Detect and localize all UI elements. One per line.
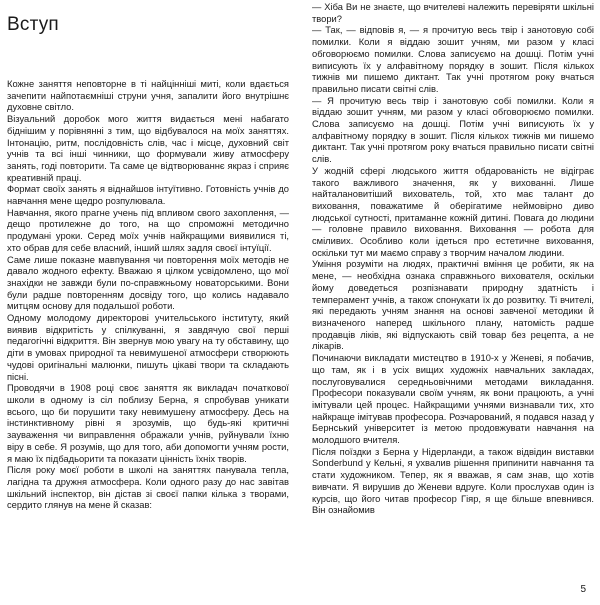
paragraph: Візуальний доробок мого життя видається мені набагато біднішим у порівнянні з тим, що відбувалося на моїх заняттях. Інтонацію, ритм, послідовність слів, час і місце, духовний світ учнів та всі інші чинники, що формували живу атмосферу занять, годі повторити. Та саме це відтворюваннє якраз і сприяє креативній праці. (7, 114, 289, 183)
paragraph: — Так, — відповів я, — я прочитую весь твір і занотовую собі помилки. Коли я віддаю зошит учням, ми разом у класі обговорюємо помилки. Слова записуємо на дошці. Потім учні виписують їх у алфавітному порядку в зошит. Після кількох тижнів ми пишемо диктант. Так учні протягом року вчаться правильно писати світні слів. (312, 25, 594, 94)
paragraph: Починаючи викладати мистецтво в 1910-х у Женеві, я побачив, що там, як і в усіх вищих художніх навчальних закладах, послуговувалися середньовічними методами викладання. Професори показували своїм учням, як вони працюють, а учні імітували цей процес. Найкращими учнями визнавали тих, хто найкраще імітував професора. Розчарований, я подався назад у Бернський університет із метою продовжувати навчання на молодшого вчителя. (312, 353, 594, 446)
paragraph: Саме лише показне мавпування чи повторення моїх методів не давало жодного ефекту. Вважаю я цілком усвідомлено, що мої знахідки не завжди були по-справжньому новаторськими. Вони були радше повторенням досвіду того, що колись надавало митцям основу для подальшої роботи. (7, 254, 289, 312)
paragraph: Кожне заняття неповторне в ті найцінніші миті, коли вдається зачепити найпотаємніші струни учня, запалити його внутрішнє духовне світло. (7, 79, 289, 113)
paragraph: Проводячи в 1908 році своє заняття як викладач початкової школи в одному із сіл поблизу Берна, я спробував уникати всього, що би порушити таку невимушену атмосферу. Десь на інстинктивному рівні я зрозумів, що будь-які критичні зауваження чи виправлення ображали учнів, руйнували їхню віру в себе. Я розумів, що для того, аби допомогти учням рости, я маю їх підбадьорити та показати цінність їхніх творів. (7, 383, 289, 464)
paragraph: Після року моєї роботи в школі на заняттях панувала тепла, лагідна та дружня атмосфера. Коли одного разу до нас завітав шкільний інспектор, він дістав зі своєї папки кілька з творами, сердито глянув на мене й сказав: (7, 465, 289, 511)
left-column (7, 79, 289, 512)
paragraph: Після поїздки з Берна у Нідерланди, а також відвідин виставки Sonderbund у Кельні, я ухвалив рішення припинити навчання та стати художником. Тепер, як я вважав, я сам знав, що хотів вивчати. Я вирушив до Женеви вдруге. Коли прослухав один із курсів, що його читав професор Гіяр, я ще більше впевнився. Він ознайомив (312, 446, 594, 516)
page-number: 5 (580, 584, 586, 595)
paragraph: Одному молодому директорові учительського інституту, який виявив відкритість у спілкуванні, я завдячую свої перші педагогічні відкриття. Він звернув мою увагу на ту обставину, що діти в умовах природної та невимушеної атмосфери створюють чудові оригінальні малюнки, пишуть цікаві твори та складають пісні. (7, 313, 289, 382)
page-title: Вступ (7, 14, 59, 35)
paragraph: Навчання, якого прагне учень під впливом свого захоплення, — дещо протилежне до того, на що спроможні методично продумані уроки. Серед моїх учнів найкращими виявилися ті, хто обрав для себе власний, інший шлях задля своєї інтуїції. (7, 207, 289, 253)
right-column (312, 2, 594, 517)
paragraph: — Хіба Ви не знаєте, що вчителеві належить перевіряти шкільні твори? (312, 2, 594, 24)
paragraph: Уміння розуміти на людях, практичні вміння це робити, як на мене, — необхідна ознака справжнього вихователя, оскільки йому доведеться розпізнавати природну здатність і темперамент учнів, а також спонукати їх до розвитку. Ті вчителі, які передають учням знання на основі завченої методики й визначеного наперед шкільного плану, натомість радше продавців ліків, які відпускають свій товар без рецепта, а не лікарів. (312, 259, 594, 352)
paragraph: Формат своїх занять я віднайшов інтуїтивно. Готовність учнів до навчання мене щедро розпулювала. (7, 184, 289, 207)
paragraph: — Я прочитую весь твір і занотовую собі помилки. Коли я віддаю зошит учням, ми разом у класі обговорюємо помилки. Слова записуємо на дошці. Потім учні виписують їх у алфавітному порядку в зошит. Після кількох тижнів ми пишемо диктант. Так учні протягом року вчаться правильно писати світні слів. (312, 95, 594, 165)
paragraph: У жодній сфері людського життя обдарованість не відіграє такого важливого значення, як у вихованні. Лише найталановитіший вихователь, той, хто має талант до виховання, поважатиме й оберігатиме неймовірно диво людської сутності, притаманне кожній дитині. Повага до людини — головне правило виховання. Виховання — робота для сміливих. Особливо коли ідеться про естетичне виховання, оскільки тут ми маємо справу з творчим началом людини. (312, 165, 594, 258)
